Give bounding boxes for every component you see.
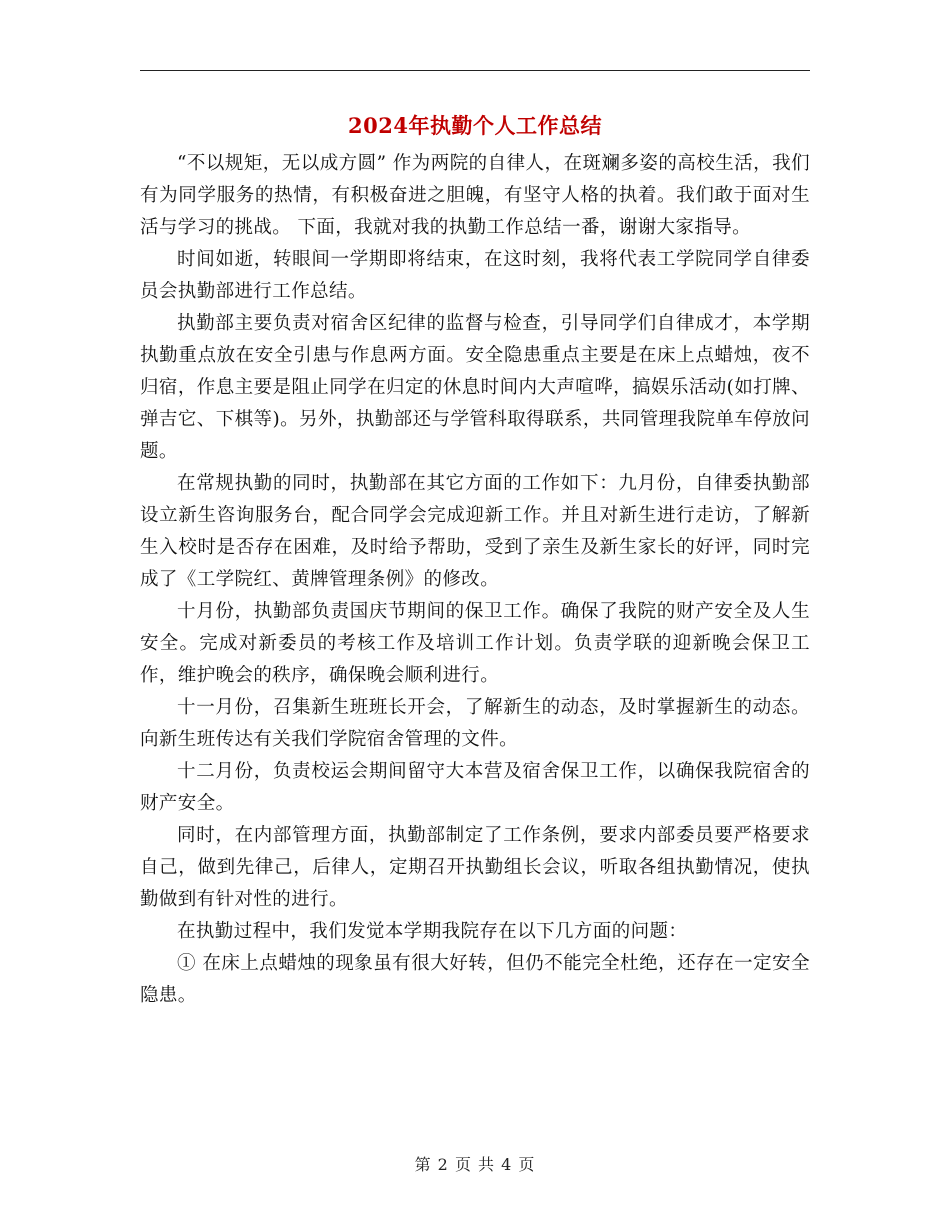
paragraph: “不以规矩，无以成方圆” 作为两院的自律人，在斑斓多姿的高校生活，我们有为同学服务的热情，有积极奋进之胆魄，有坚守人格的执着。我们敢于面对生活与学习的挑战。 下面，我就对我的执勤工作总结一番，谢谢大家指导。 xyxy=(140,153,810,238)
page-number-footer: 第 2 页 共 4 页 xyxy=(414,1155,536,1174)
paragraph: 时间如逝，转眼间一学期即将结束，在这时刻，我将代表工学院同学自律委员会执勤部进行工作总结。 xyxy=(140,249,810,302)
document-title: 2024年执勤个人工作总结 xyxy=(348,113,602,138)
paragraph: 在执勤过程中，我们发觉本学期我院存在以下几方面的问题： xyxy=(177,921,688,942)
paragraph: 执勤部主要负责对宿舍区纪律的监督与检查，引导同学们自律成才，本学期执勤重点放在安全引患与作息两方面。安全隐患重点主要是在床上点蜡烛，夜不归宿，作息主要是阻止同学在归定的休息时间内大声喧哗，搞娱乐活动(如打牌、弹吉它、下棋等)。另外，执勤部还与学管科取得联系，共同管理我院单车停放问题。 xyxy=(140,313,810,462)
header-rule xyxy=(140,70,810,71)
paragraph: 在常规执勤的同时，执勤部在其它方面的工作如下：九月份，自律委执勤部设立新生咨询服务台，配合同学会完成迎新工作。并且对新生进行走访，了解新生入校时是否存在困难，及时给予帮助，受到了亲生及新生家长的好评，同时完成了《工学院红、黄牌管理条例》的修改。 xyxy=(140,473,810,590)
paragraph: 十二月份，负责校运会期间留守大本营及宿舍保卫工作，以确保我院宿舍的财产安全。 xyxy=(140,761,810,814)
paragraph: 十月份，执勤部负责国庆节期间的保卫工作。确保了我院的财产安全及人生安全。完成对新委员的考核工作及培训工作计划。负责学联的迎新晚会保卫工作，维护晚会的秩序，确保晚会顺利进行。 xyxy=(140,601,810,686)
paragraph: 同时，在内部管理方面，执勤部制定了工作条例，要求内部委员要严格要求自己，做到先律己，后律人，定期召开执勤组长会议，听取各组执勤情况，使执勤做到有针对性的进行。 xyxy=(140,825,810,910)
paragraph: 十一月份，召集新生班班长开会，了解新生的动态，及时掌握新生的动态。向新生班传达有关我们学院宿舍管理的文件。 xyxy=(140,697,810,750)
paragraph: ① 在床上点蜡烛的现象虽有很大好转，但仍不能完全杜绝，还存在一定安全隐患。 xyxy=(140,953,810,1006)
document-body xyxy=(140,148,810,1012)
